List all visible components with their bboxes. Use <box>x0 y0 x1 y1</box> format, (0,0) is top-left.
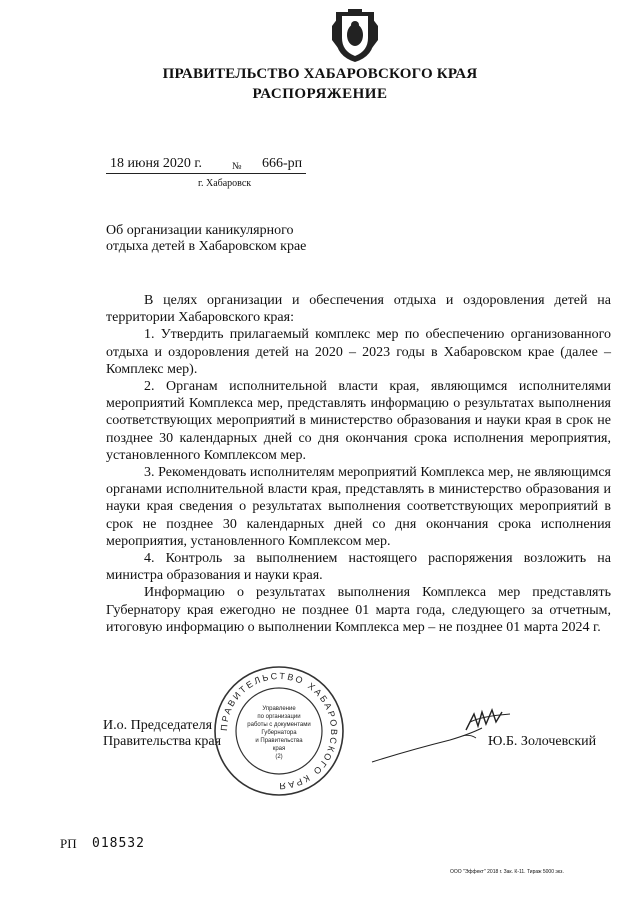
form-serial-number: 018532 <box>92 836 145 851</box>
stamp-line: по организации <box>257 714 301 720</box>
body-paragraph: Информацию о результатах выполнения Комплекса мер представлять Губернатору края ежегодно не позднее 01 марта года, следующего за отчетным, итоговую информацию о выполнении Комплекса мер – не позднее 01 марта 2024 г. <box>106 585 611 635</box>
body-paragraph: 2. Органам исполнительной власти края, являющимся исполнителями мероприятий Комплекса мер, представлять информацию о результатах выполнения соответствующих мероприятий в министерство образования и науки края в срок не позднее 30 календарных дней со дня окончания срока исполнения мероприятия, установленного Комплексом мер. <box>106 379 611 463</box>
document-city: г. Хабаровск <box>198 178 252 189</box>
form-code: РП <box>60 836 77 851</box>
body-paragraph: 3. Рекомендовать исполнителям мероприятий Комплекса мер, не являющимся органами исполнительной власти края, представлять в министерство образования и науки края сведения о результатах выполнения соответствующих мероприятий в срок не позднее 30 календарных дней со дня окончания срока исполнения мероприятия, установленного Комплексом мер. <box>106 465 611 549</box>
document-number: 666-рп <box>262 156 303 171</box>
stamp-line: и Правительства <box>255 738 303 744</box>
signatory-position <box>103 718 221 750</box>
date-underline <box>106 173 306 174</box>
stamp-line: Управление <box>262 706 296 712</box>
official-stamp <box>212 664 346 798</box>
printer-imprint: ООО "Эффект" 2018 г. Зак. К-11. Тираж 5000 экз. <box>450 869 564 875</box>
stamp-line: Губернатора <box>261 730 297 736</box>
body-paragraph: 1. Утвердить прилагаемый комплекс мер по обеспечению организованного отдыха и оздоровления детей на 2020 – 2023 годы в Хабаровском крае (далее – Комплекс мер). <box>106 327 611 377</box>
document-type: РАСПОРЯЖЕНИЕ <box>252 86 388 102</box>
body-paragraph: В целях организации и обеспечения отдыха и оздоровления детей на территории Хабаровского края: <box>106 293 611 326</box>
position-line-2: Правительства края <box>103 734 222 749</box>
government-title: ПРАВИТЕЛЬСТВО ХАБАРОВСКОГО КРАЯ <box>162 66 478 82</box>
body-paragraph: 4. Контроль за выполнением настоящего распоряжения возложить на министра образования и науки края. <box>106 551 611 584</box>
stamp-line: работы с документами <box>247 722 311 728</box>
number-sign: № <box>232 161 242 172</box>
stamp-line: (2) <box>275 754 283 760</box>
stamp-line: края <box>272 746 286 752</box>
subject-line-2: отдыха детей в Хабаровском крае <box>106 239 307 254</box>
khabarovsk-coat-of-arms-icon <box>330 8 380 64</box>
signatory-name: Ю.Б. Золочевский <box>488 734 597 749</box>
document-subject <box>106 223 346 255</box>
stamp-ring-text: ПРАВИТЕЛЬСТВО ХАБАРОВСКОГО КРАЯ <box>218 670 340 792</box>
position-line-1: И.о. Председателя <box>103 718 213 733</box>
subject-line-1: Об организации каникулярного <box>106 223 294 238</box>
document-body <box>106 292 611 636</box>
document-date: 18 июня 2020 г. <box>110 156 203 171</box>
